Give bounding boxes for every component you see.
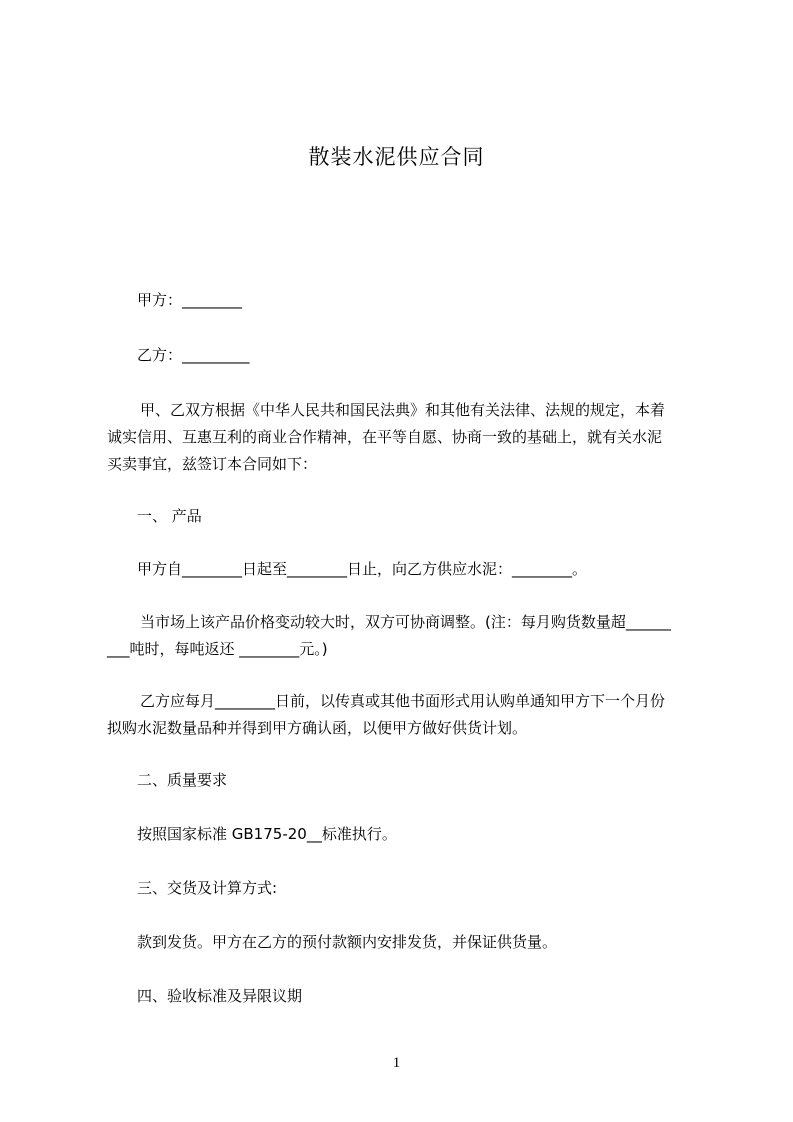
section-2-paragraph-1: 按照国家标准 GB175-20__标准执行。 bbox=[137, 825, 397, 843]
section-4-heading: 四、验收标准及异限议期 bbox=[137, 987, 303, 1005]
intro-line-3: 买卖事宜，兹签订本合同如下： bbox=[107, 455, 318, 473]
section-1-paragraph-2-line-1: 当市场上该产品价格变动较大时，双方可协商调整。(注：每月购货数量超______ bbox=[140, 613, 671, 631]
section-3-heading: 三、交货及计算方式: bbox=[137, 879, 278, 897]
intro-line-2: 诚实信用、互惠互利的商业合作精神，在平等自愿、协商一致的基础上，就有关水泥 bbox=[107, 428, 663, 446]
intro-line-1: 甲、乙双方根据《中华人民共和国民法典》和其他有关法律、法规的规定，本着 bbox=[140, 401, 666, 419]
party-a-line: 甲方：________ bbox=[137, 291, 243, 309]
section-3-paragraph-1: 款到发货。甲方在乙方的预付款额内安排发货，并保证供货量。 bbox=[137, 933, 558, 951]
section-1-paragraph-1: 甲方自________日起至________日止，向乙方供应水泥：________。 bbox=[137, 560, 588, 578]
page-number: 1 bbox=[392, 1055, 401, 1071]
section-1-paragraph-3-line-2: 拟购水泥数量品种并得到甲方确认函，以便甲方做好供货计划。 bbox=[107, 719, 528, 737]
section-2-heading: 二、质量要求 bbox=[137, 771, 228, 789]
section-1-heading: 一、 产品 bbox=[137, 507, 202, 525]
party-b-line: 乙方：_________ bbox=[137, 346, 250, 364]
section-1-paragraph-3-line-1: 乙方应每月________日前，以传真或其他书面形式用认购单通知甲方下一个月份 bbox=[140, 692, 666, 710]
section-1-paragraph-2-line-2: ___吨时，每吨返还 ________元。) bbox=[107, 640, 328, 658]
contract-title: 散装水泥供应合同 bbox=[308, 145, 485, 169]
